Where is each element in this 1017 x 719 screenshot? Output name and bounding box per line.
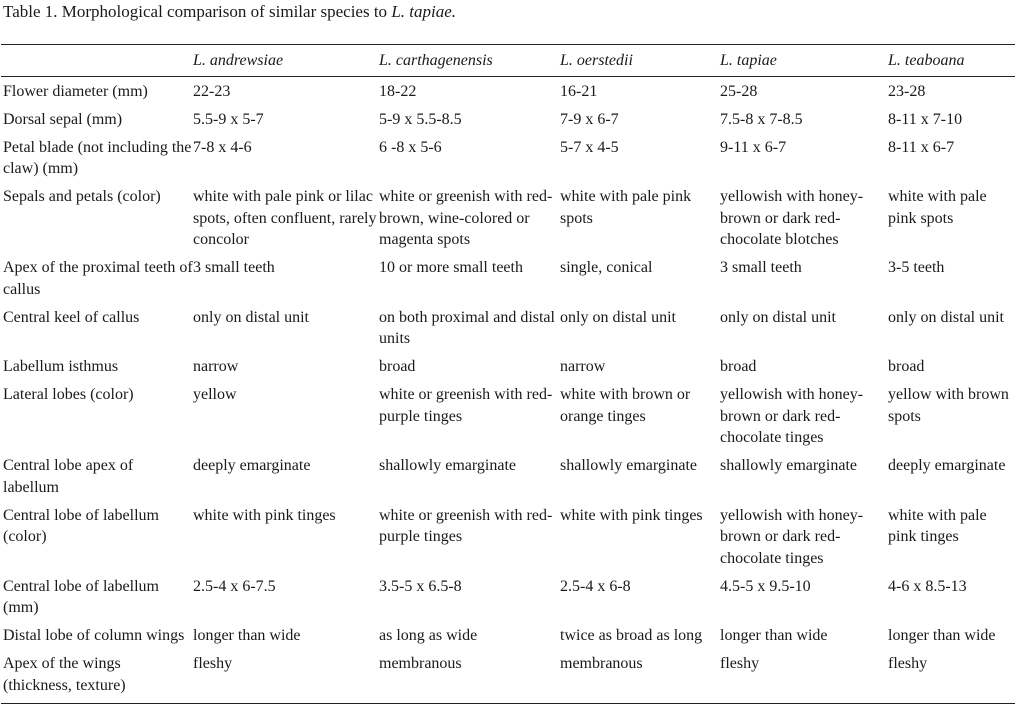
table-cell: broad <box>720 358 757 375</box>
table-row <box>1 257 1015 307</box>
table-cell: as long as wide <box>379 627 478 644</box>
table-cell: broad <box>379 358 416 375</box>
table-cell: 25-28 <box>720 82 758 100</box>
table-cell: longer than wide <box>720 627 828 644</box>
table-cell: 8-11 x 7-10 <box>888 110 963 128</box>
caption-text: Table 1. Morphological comparison of similar species to <box>3 2 392 21</box>
table-cell: 4-6 x 8.5-13 <box>888 577 967 595</box>
row-label: Flower diameter (mm) <box>3 82 148 100</box>
table-row <box>1 455 1015 505</box>
table-cell: 2.5-4 x 6-7.5 <box>193 577 276 595</box>
table-caption <box>3 1 456 23</box>
table-cell: 23-28 <box>888 82 926 100</box>
row-label: Central lobe apex of labellum <box>3 457 134 496</box>
table-row <box>1 76 1015 109</box>
table-cell: 7-9 x 6-7 <box>560 110 619 128</box>
table-cell: 6 -8 x 5-6 <box>379 138 442 156</box>
table-cell: white with pale pink or lilac spots, often confluent, rarely concolor <box>193 188 377 248</box>
caption-species: L. tapiae. <box>391 2 457 21</box>
table-cell: broad <box>888 358 925 375</box>
row-label: Apex of the proximal teeth of callus <box>3 259 193 298</box>
table-cell: white with pale pink tinges <box>888 506 987 545</box>
table-row <box>1 307 1015 357</box>
row-label: Lateral lobes (color) <box>3 386 134 403</box>
table-cell: shallowly emarginate <box>720 457 857 474</box>
table-cell: white with pink tinges <box>193 506 336 524</box>
table-cell: longer than wide <box>193 627 301 644</box>
table-cell: 16-21 <box>560 82 598 100</box>
table-row <box>1 505 1015 576</box>
table-cell: 18-22 <box>379 82 417 100</box>
header-cell-teaboana: L. teaboana <box>888 52 965 69</box>
table-cell: 10 or more small teeth <box>379 259 523 276</box>
row-label: Labellum isthmus <box>3 358 119 375</box>
table-row <box>1 186 1015 257</box>
table-cell: white with pale pink spots <box>560 188 692 227</box>
table-cell: membranous <box>560 655 643 672</box>
header-cell-tapiae: L. tapiae <box>720 52 777 69</box>
table-cell: shallowly emarginate <box>560 457 697 474</box>
table-cell: white with pale pink spots <box>888 188 987 227</box>
table-cell: only on distal unit <box>193 308 309 326</box>
table-row <box>1 356 1015 384</box>
table-cell: white with pink tinges <box>560 506 703 524</box>
header-cell-andrewsiae: L. andrewsiae <box>193 52 284 69</box>
table-row <box>1 653 1015 703</box>
table-cell: 3 small teeth <box>720 259 802 276</box>
table-cell: 2.5-4 x 6-8 <box>560 577 631 595</box>
row-label: Central lobe of labellum (color) <box>3 506 159 545</box>
row-label: Apex of the wings (thickness, texture) <box>3 655 126 694</box>
table-cell: fleshy <box>193 655 233 672</box>
table-cell: white or greenish with red-purple tinges <box>379 506 553 545</box>
table-cell: deeply emarginate <box>888 457 1006 474</box>
row-label: Sepals and petals (color) <box>3 188 161 205</box>
row-label: Dorsal sepal (mm) <box>3 110 123 128</box>
table-cell: yellowish with honey-brown or dark red-chocolate blotches <box>720 188 864 248</box>
header-cell-feature <box>1 45 193 77</box>
table-header <box>1 45 1015 77</box>
header-row <box>1 45 1015 77</box>
table-cell: 3.5-5 x 6.5-8 <box>379 577 462 595</box>
table-cell: only on distal unit <box>888 308 1004 326</box>
table-cell: white or greenish with red-purple tinges <box>379 386 553 425</box>
table-cell: yellow with brown spots <box>888 386 1009 425</box>
row-label: Central lobe of labellum (mm) <box>3 577 159 616</box>
table-cell: membranous <box>379 655 462 672</box>
table-row <box>1 576 1015 626</box>
table-cell: 9-11 x 6-7 <box>720 138 787 156</box>
table-cell: narrow <box>193 358 239 375</box>
table-cell: only on distal unit <box>720 308 836 326</box>
table-cell: 7.5-8 x 7-8.5 <box>720 110 803 128</box>
table-cell: 5-7 x 4-5 <box>560 138 619 156</box>
table-cell: twice as broad as long <box>560 627 703 644</box>
species-comparison-table <box>1 44 1015 704</box>
table-cell: 5-9 x 5.5-8.5 <box>379 110 462 128</box>
table-cell: fleshy <box>720 655 760 672</box>
table-cell: narrow <box>560 358 606 375</box>
table-cell: yellow <box>193 386 237 403</box>
table-cell: only on distal unit <box>560 308 676 326</box>
table-body <box>1 76 1015 703</box>
table-cell: 3 small teeth <box>193 259 275 276</box>
table-cell: 8-11 x 6-7 <box>888 138 955 156</box>
table-cell: deeply emarginate <box>193 457 311 474</box>
header-cell-oerstedii: L. oerstedii <box>560 52 633 69</box>
row-label: Distal lobe of column wings <box>3 627 185 644</box>
table-cell: 3-5 teeth <box>888 259 945 276</box>
row-label: Central keel of callus <box>3 308 140 326</box>
table-cell: yellowish with honey-brown or dark red-chocolate tinges <box>720 506 864 567</box>
table-row <box>1 137 1015 187</box>
table-row <box>1 109 1015 137</box>
table-cell: white or greenish with red-brown, wine-colored or magenta spots <box>379 188 553 248</box>
header-cell-carthagenensis: L. carthagenensis <box>379 52 493 69</box>
table-cell: shallowly emarginate <box>379 457 516 474</box>
table-cell: fleshy <box>888 655 928 672</box>
table-cell: on both proximal and distal units <box>379 308 555 347</box>
table-cell: white with brown or orange tinges <box>560 386 691 425</box>
table-cell: 4.5-5 x 9.5-10 <box>720 577 811 595</box>
table-cell: yellowish with honey-brown or dark red-chocolate tinges <box>720 386 864 446</box>
table-cell: 5.5-9 x 5-7 <box>193 110 264 128</box>
table-row <box>1 384 1015 455</box>
row-label: Petal blade (not including the claw) (mm) <box>3 138 192 177</box>
table-cell: single, conical <box>560 259 653 276</box>
table-cell: longer than wide <box>888 627 996 644</box>
table-cell: 22-23 <box>193 82 231 100</box>
table-row <box>1 625 1015 653</box>
table-cell: 7-8 x 4-6 <box>193 138 252 156</box>
